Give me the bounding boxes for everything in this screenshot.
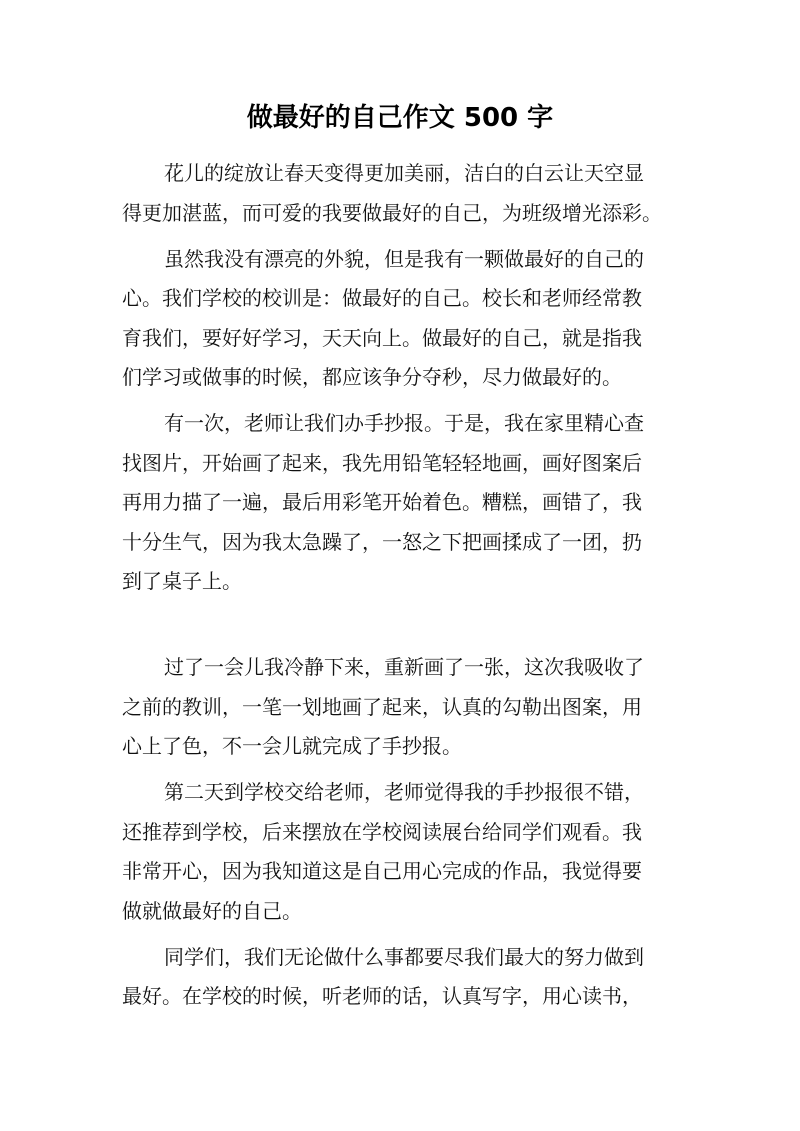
paragraph-5 bbox=[122, 773, 682, 931]
paragraph-line: 同学们，我们无论做什么事都要尽我们最大的努力做到 bbox=[164, 944, 644, 969]
paragraph-line: 第二天到学校交给老师，老师觉得我的手抄报很不错， bbox=[164, 780, 644, 804]
paragraph-line: 做就做最好的自己。 bbox=[122, 898, 302, 923]
paragraph-line: 之前的教训，一笔一划地画了起来，认真的勾勒出图案，用 bbox=[122, 694, 642, 719]
paragraph-3 bbox=[122, 404, 682, 602]
paragraph-line: 心上了色，不一会儿就完成了手抄报。 bbox=[122, 734, 462, 758]
paragraph-line: 得更加湛蓝，而可爱的我要做最好的自己，为班级增光添彩。 bbox=[122, 200, 662, 225]
document-title: 做最好的自己作文 500 字 bbox=[246, 103, 554, 133]
paragraph-line: 到了桌子上。 bbox=[122, 569, 242, 593]
paragraph-line: 过了一会儿我冷静下来，重新画了一张，这次我吸收了 bbox=[164, 655, 644, 679]
paragraph-line: 非常开心，因为我知道这是自己用心完成的作品，我觉得要 bbox=[122, 859, 642, 883]
paragraph-line: 还推荐到学校，后来摆放在学校阅读展台给同学们观看。我 bbox=[122, 819, 642, 844]
paragraph-line: 虽然我没有漂亮的外貌，但是我有一颗做最好的自己的 bbox=[164, 246, 644, 271]
paragraph-4 bbox=[122, 648, 682, 767]
paragraph-6 bbox=[122, 938, 682, 1017]
paragraph-1 bbox=[122, 154, 682, 233]
paragraph-line: 找图片，开始画了起来，我先用铅笔轻轻地画，画好图案后 bbox=[122, 450, 642, 475]
document-body bbox=[122, 154, 682, 1017]
paragraph-line: 花儿的绽放让春天变得更加美丽，洁白的白云让天空显 bbox=[164, 161, 644, 185]
paragraph-line: 心。我们学校的校训是：做最好的自己。校长和老师经常教 bbox=[122, 286, 642, 310]
paragraph-line: 们学习或做事的时候，都应该争分夺秒，尽力做最好的。 bbox=[122, 365, 622, 389]
paragraph-line: 十分生气，因为我太急躁了，一怒之下把画揉成了一团，扔 bbox=[122, 529, 642, 554]
paragraph-line: 再用力描了一遍，最后用彩笔开始着色。糟糕，画错了，我 bbox=[122, 490, 642, 514]
paragraph-line: 育我们，要好好学习，天天向上。做最好的自己，就是指我 bbox=[122, 325, 642, 350]
paragraph-line: 最好。在学校的时候，听老师的话，认真写字，用心读书， bbox=[122, 984, 642, 1008]
paragraph-line: 有一次，老师让我们办手抄报。于是，我在家里精心查 bbox=[164, 411, 644, 435]
paragraph-2 bbox=[122, 240, 682, 398]
